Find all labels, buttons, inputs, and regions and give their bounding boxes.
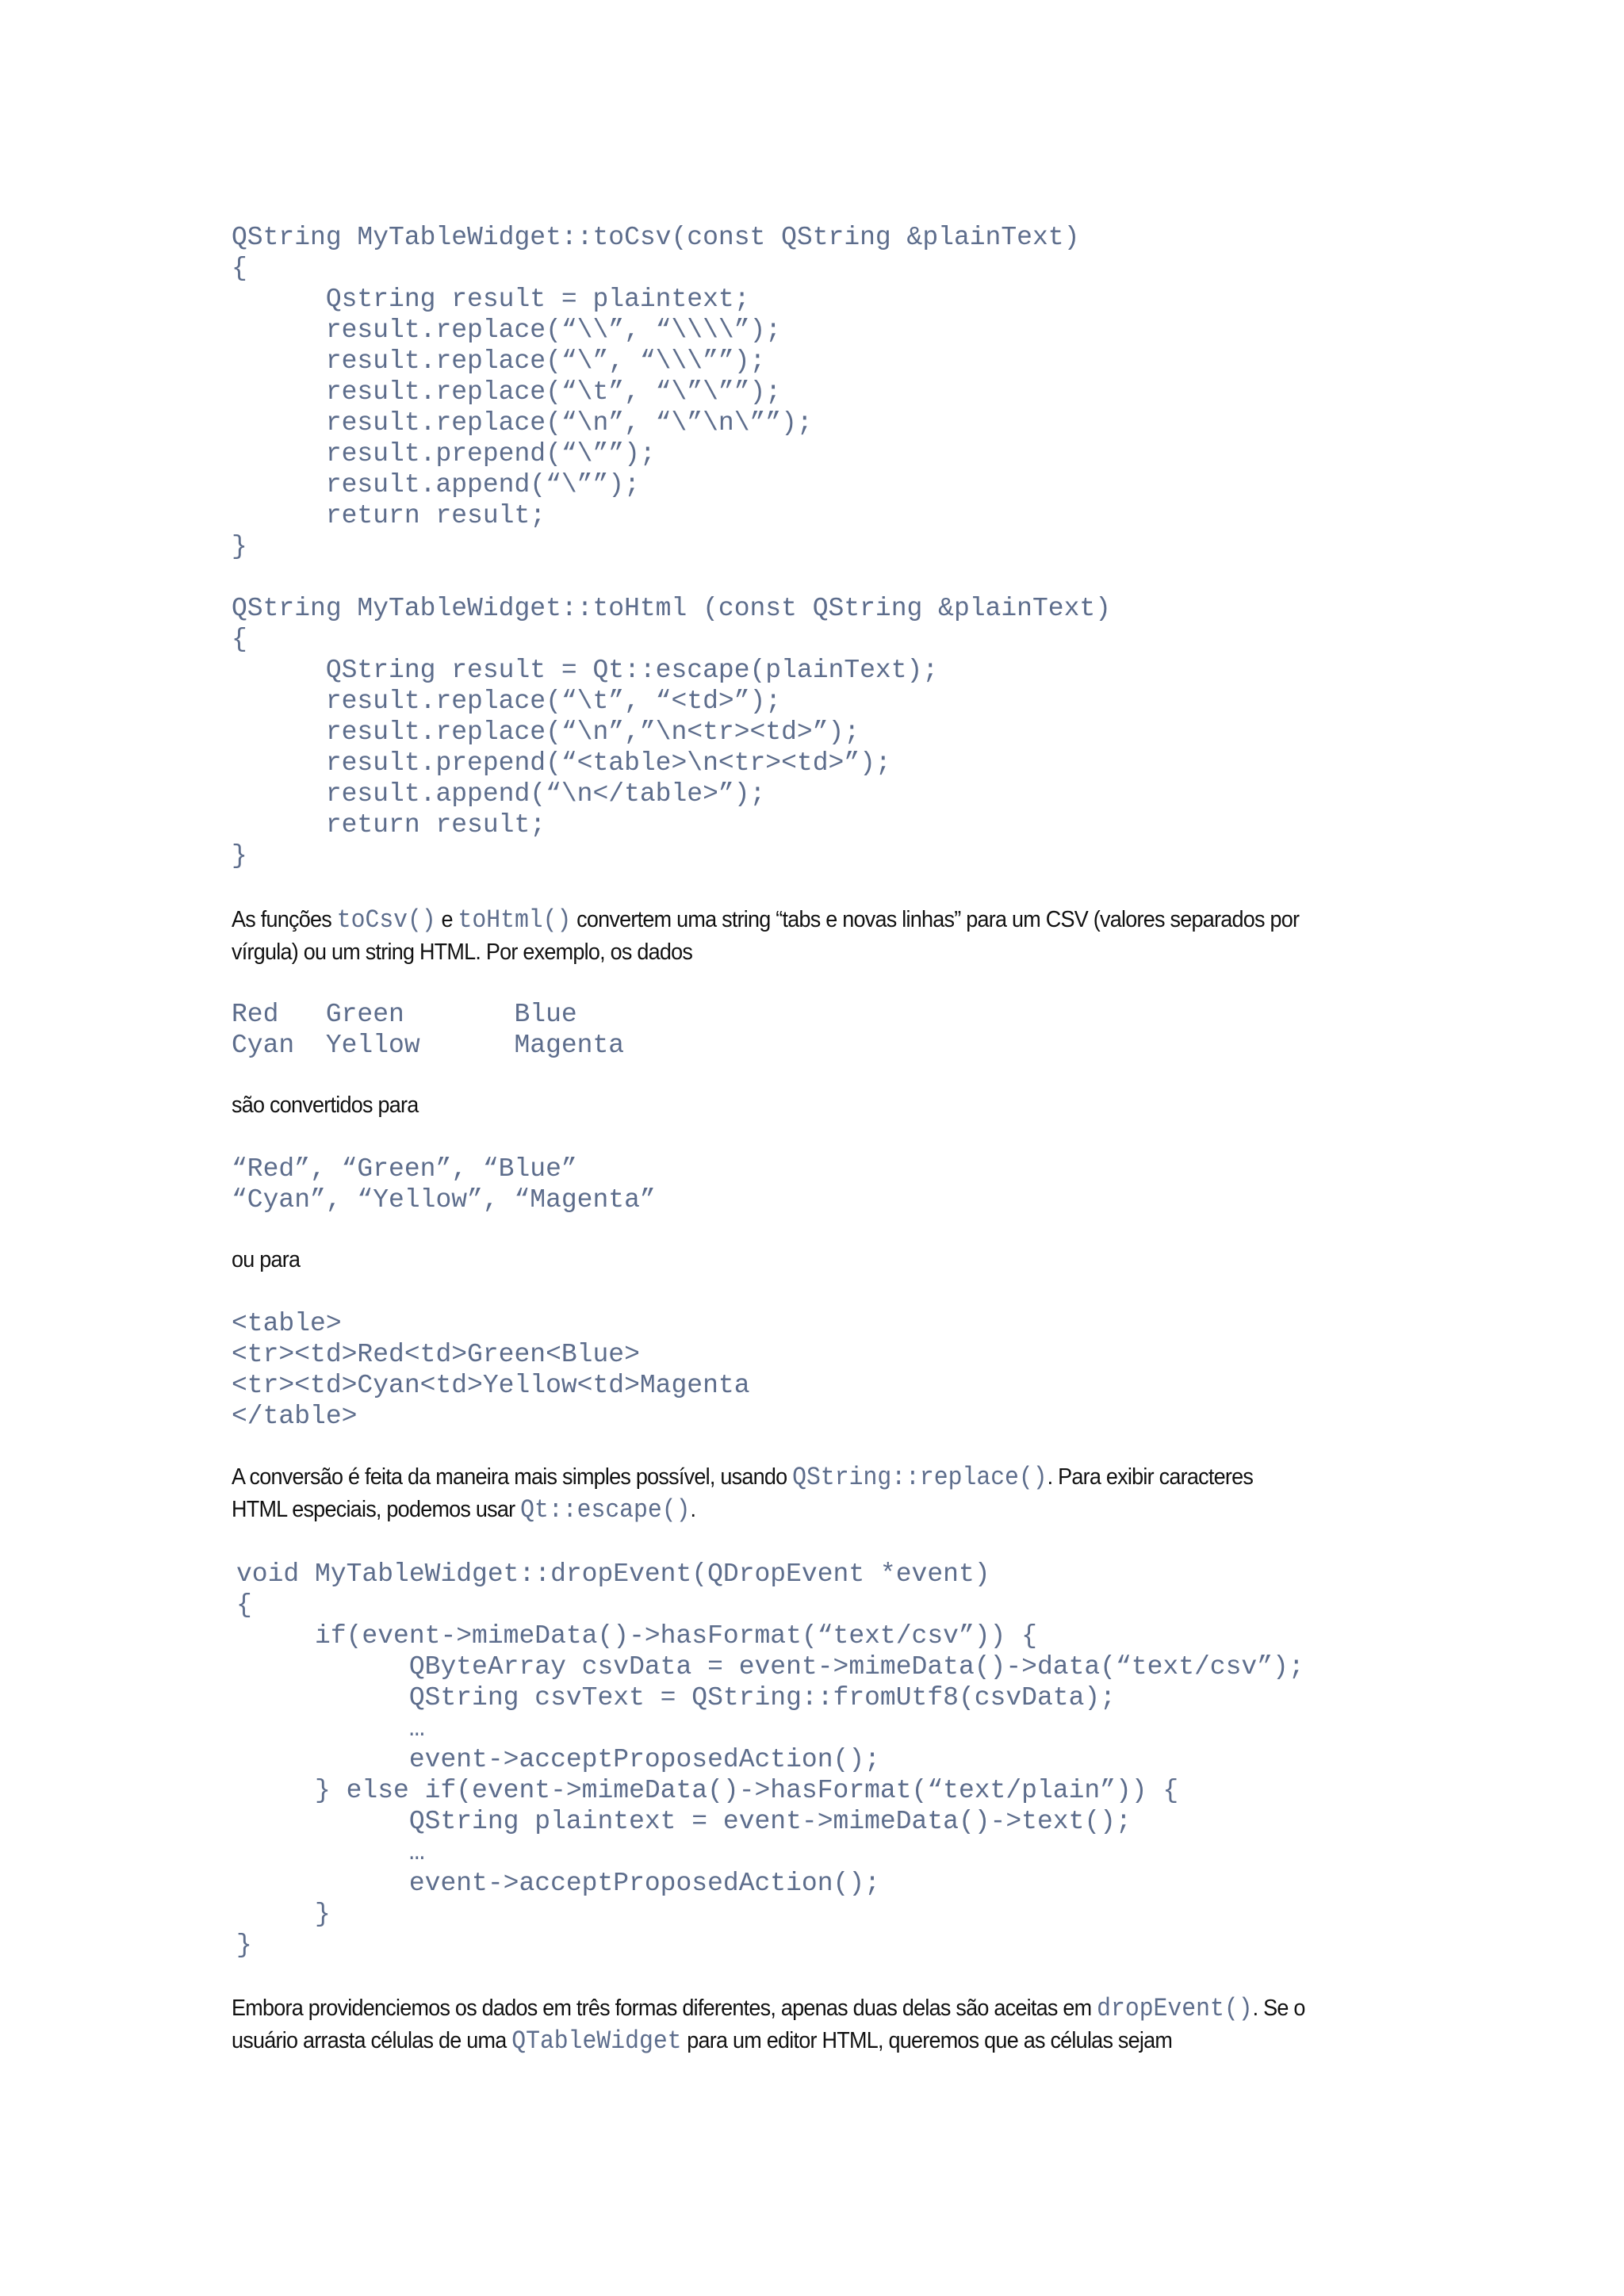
code-line: <tr><td>Cyan<td>Yellow<td>Magenta: [232, 1371, 750, 1400]
code-line: if(event->mimeData()->hasFormat(“text/csv”)) {: [236, 1621, 1037, 1651]
code-line: QString MyTableWidget::toHtml (const QString &plainText): [232, 594, 1111, 623]
code-line: {: [236, 1590, 252, 1620]
inline-code: Qt::escape(): [520, 1495, 691, 1525]
inline-code: QTableWidget: [511, 2026, 682, 2056]
code-line: QByteArray csvData = event->mimeData()->data(“text/csv”);: [236, 1652, 1304, 1682]
code-line: QString MyTableWidget::toCsv(const QString &plainText): [232, 223, 1080, 252]
code-line: {: [232, 254, 247, 283]
code-line: event->acceptProposedAction();: [236, 1745, 880, 1774]
code-line: result.replace(“\t”, “\”\””);: [232, 377, 782, 407]
code-block-csv-output: [232, 1154, 656, 1215]
code-line: result.replace(“\n”, “\”\n\””);: [232, 408, 813, 438]
code-line: “Cyan”, “Yellow”, “Magenta”: [232, 1185, 656, 1215]
code-block-tocsv: [232, 222, 1079, 562]
code-line: QString csvText = QString::fromUtf8(csvData);: [236, 1683, 1116, 1712]
code-line: result.replace(“\”, “\\\””);: [232, 346, 766, 376]
paragraph-conversion: [232, 1461, 1308, 1526]
code-line: }: [232, 532, 247, 561]
paragraph-drop-formats: [232, 1992, 1308, 2057]
paragraph-converted: são convertidos para: [232, 1093, 419, 1118]
code-line: result.prepend(“\””);: [232, 439, 656, 469]
text-span: para um editor HTML, queremos que as células sejam: [681, 2028, 1173, 2053]
code-line: } else if(event->mimeData()->hasFormat(“text/plain”)) {: [236, 1776, 1179, 1805]
inline-code: toHtml(): [458, 905, 572, 935]
code-line: result.prepend(“<table>\n<tr><td>”);: [232, 748, 891, 778]
code-line: …: [236, 1838, 425, 1867]
code-line: }: [236, 1931, 252, 1960]
code-block-html-output: [232, 1308, 750, 1432]
paragraph-functions: [232, 904, 1308, 969]
code-block-tohtml: [232, 593, 1111, 871]
code-line: return result;: [232, 501, 546, 530]
text-span: Embora providenciemos os dados em três formas diferentes, apenas duas delas são aceitas em: [232, 1996, 1097, 2021]
text-span: .: [690, 1497, 696, 1522]
text-span: A conversão é feita da maneira mais simples possível, usando: [232, 1464, 793, 1490]
code-block-sample-data: [232, 999, 624, 1061]
text-span: . Se o usuário arrasta células de uma: [232, 1996, 1305, 2053]
inline-code: QString::replace(): [792, 1463, 1048, 1492]
code-line: }: [236, 1900, 331, 1929]
code-line: Cyan Yellow Magenta: [232, 1031, 625, 1060]
code-line: result.replace(“\n”,”\n<tr><td>”);: [232, 718, 860, 747]
text-span: e: [435, 907, 458, 932]
code-line: QString result = Qt::escape(plainText);: [232, 656, 939, 685]
code-line: {: [232, 625, 247, 654]
inline-code: dropEvent(): [1097, 1994, 1253, 2023]
code-line: result.append(“\””);: [232, 470, 640, 499]
code-block-dropevent: [236, 1559, 1304, 1961]
code-line: Red Green Blue: [232, 1000, 577, 1029]
code-line: result.replace(“\t”, “<td>”);: [232, 687, 782, 716]
code-line: Qstring result = plaintext;: [232, 285, 750, 314]
paragraph-or: ou para: [232, 1247, 301, 1272]
code-line: <table>: [232, 1309, 342, 1338]
text-span: convertem uma string “tabs e novas linhas” para um CSV (valores separados por vírgula) ou um string HTML. Por exemplo, os dados: [232, 907, 1300, 965]
code-line: return result;: [232, 810, 546, 840]
code-line: <tr><td>Red<td>Green<Blue>: [232, 1340, 640, 1369]
code-line: result.append(“\n</table>”);: [232, 779, 766, 809]
text-span: . Para exibir caracteres HTML especiais, podemos usar: [232, 1464, 1254, 1522]
code-line: result.replace(“\\”, “\\\\”);: [232, 316, 782, 345]
code-line: QString plaintext = event->mimeData()->text();: [236, 1807, 1132, 1836]
inline-code: toCsv(): [336, 905, 436, 935]
code-line: “Red”, “Green”, “Blue”: [232, 1154, 577, 1184]
code-line: }: [232, 841, 247, 871]
code-line: …: [236, 1714, 425, 1743]
code-line: </table>: [232, 1402, 358, 1431]
code-line: event->acceptProposedAction();: [236, 1869, 880, 1898]
text-span: As funções: [232, 907, 337, 932]
code-line: void MyTableWidget::dropEvent(QDropEvent *event): [236, 1559, 990, 1589]
